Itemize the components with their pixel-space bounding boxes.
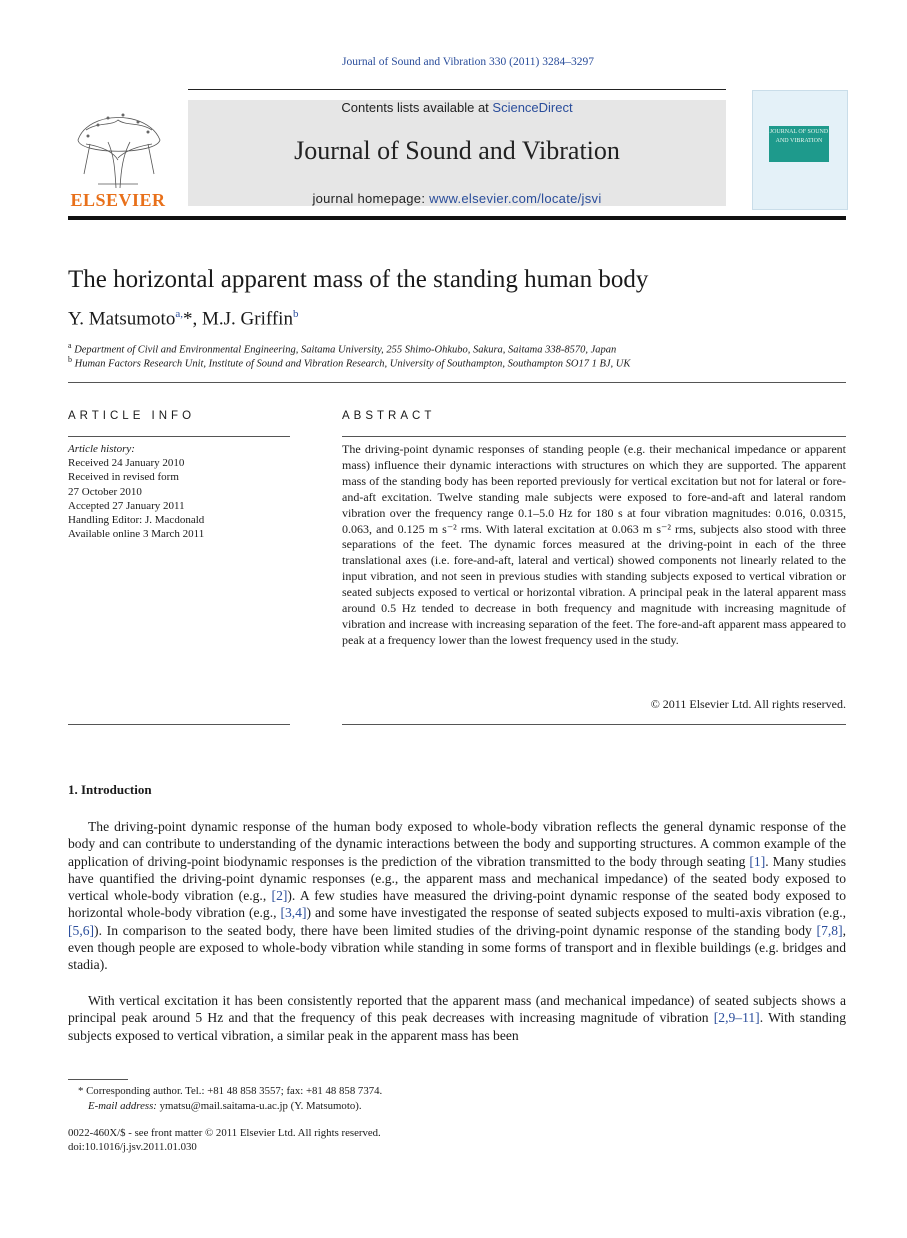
history-line: Accepted 27 January 2011 <box>68 499 185 512</box>
affiliation-b-text: Human Factors Research Unit, Institute of Sound and Vibration Research, University of Southampton, Southampton SO17 1 BJ, UK <box>74 358 631 370</box>
email-label: E-mail address: <box>88 1100 157 1112</box>
affiliation-b <box>68 355 630 370</box>
author-separator: , <box>192 308 202 330</box>
abstract-copyright: © 2011 Elsevier Ltd. All rights reserved. <box>650 697 846 711</box>
article-info-rule <box>68 436 290 437</box>
homepage-line <box>188 191 726 206</box>
doi-line[interactable]: doi:10.1016/j.jsv.2011.01.030 <box>68 1141 197 1153</box>
history-line: Handling Editor: J. Macdonald <box>68 514 205 527</box>
history-line: Received 24 January 2010 <box>68 457 185 470</box>
citation-link[interactable]: [2,9–11] <box>713 1010 760 1026</box>
author-2[interactable]: M.J. Griffin <box>201 308 293 330</box>
text: The driving-point dynamic response of the human body exposed to whole-body vibration reflects the general dynamic response of the body and can contribute to understanding of the dynamic interactions between the body and supporting structures. A common example of the application of driving-point biodynamic responses is the prediction of the vibration transmitted to the body through seating <box>68 819 846 869</box>
journal-title: Journal of Sound and Vibration <box>294 136 620 165</box>
elsevier-wordmark: ELSEVIER <box>70 190 166 210</box>
abstract-heading: ABSTRACT <box>342 410 436 422</box>
email-note <box>88 1100 362 1112</box>
article-history <box>68 442 290 541</box>
article-title: The horizontal apparent mass of the standing human body <box>68 266 649 293</box>
abstract-rule <box>342 436 846 437</box>
contents-prefix: Contents lists available at <box>341 100 493 115</box>
homepage-prefix: journal homepage: <box>312 191 430 206</box>
article-info-heading: ARTICLE INFO <box>68 410 196 422</box>
author-1-star[interactable]: * <box>182 308 193 330</box>
citation-link[interactable]: [2] <box>271 888 288 904</box>
history-line: Available online 3 March 2011 <box>68 528 205 541</box>
citation-link[interactable]: [7,8] <box>816 922 843 938</box>
author-line <box>68 308 298 330</box>
affiliation-a <box>68 341 616 356</box>
citation-link[interactable]: [1] <box>749 853 766 869</box>
text: ). In comparison to the seated body, there have been limited studies of the driving-point dynamic response of the standing body <box>94 922 817 938</box>
abstract-rule-bottom <box>342 724 846 725</box>
author-1-affil-sup[interactable]: a, <box>175 308 183 320</box>
citation-link[interactable]: [5,6] <box>68 922 95 938</box>
journal-reference[interactable]: Journal of Sound and Vibration 330 (2011) 3284–3297 <box>342 56 594 68</box>
email-address[interactable]: ymatsu@mail.saitama-u.ac.jp (Y. Matsumoto). <box>156 1100 362 1112</box>
text: With vertical excitation it has been consistently reported that the apparent mass (and mechanical impedance) of seated subjects shows a principal peak around 5 Hz and that the frequency of this peak decreases with increasing magnitude of vibration <box>68 993 846 1026</box>
cover-art <box>752 90 846 208</box>
history-label: Article history: <box>68 443 135 455</box>
section-heading-introduction: 1. Introduction <box>68 782 152 797</box>
corresponding-author-note: * Corresponding author. Tel.: +81 48 858 3557; fax: +81 48 858 7374. <box>78 1085 383 1097</box>
affiliation-b-sup: b <box>68 355 72 364</box>
homepage-link[interactable]: www.elsevier.com/locate/jsvi <box>429 191 602 206</box>
cover-title-text: JOURNAL OF SOUND AND VIBRATION <box>769 129 829 144</box>
abstract-text: The driving-point dynamic responses of standing people (e.g. their mechanical impedance or apparent mass) influence their dynamic interactions with structures on which they are supported. The apparent mass of the standing body has been reported previously for vertical excitation but not for lateral or fore-and-aft excitation. Twelve standing male subjects were exposed to fore-and-aft and lateral random vibration over the frequency range 0.1–5.0 Hz for 180 s at four vibration magnitudes: 0.016, 0.0315, 0.063, and 0.125 m s⁻² rms. With lateral excitation at 0.063 m s⁻² rms, subjects also stood with three separations of the feet. The dynamic forces measured at the driving-point in each of the three translational axes (i.e. fore-and-aft, lateral and vertical) showed components not linearly related to the input vibration, and not seen in previous studies with standing subjects exposed to vertical vibration or seated subjects exposed to vertical or horizontal vibration. A principal peak in the lateral apparent mass around 0.5 Hz tended to decrease in both frequency and magnitude with increasing magnitude of vibration and increase with increasing separation of the feet. The fore-and-aft apparent mass appeared to peak at a frequency lower than the lowest frequency used in the study. <box>342 442 846 647</box>
header-rule-bottom <box>68 216 846 220</box>
intro-paragraph-2 <box>68 992 846 1044</box>
author-2-affil-sup[interactable]: b <box>292 308 299 320</box>
footnote-rule <box>68 1079 128 1080</box>
sciencedirect-link[interactable]: ScienceDirect <box>492 100 573 115</box>
history-line: 27 October 2010 <box>68 485 142 498</box>
header-rule-top <box>188 89 726 90</box>
text: ). A few studies have measured the driving-point dynamic response of the seated body exposed to horizontal whole-body vibration (e.g., <box>68 888 846 921</box>
citation-link[interactable]: [3,4] <box>280 905 307 921</box>
text: ) and some have investigated the response of seated subjects exposed to multi-axis vibration (e.g., <box>306 905 846 921</box>
affiliation-a-text: Department of Civil and Environmental Engineering, Saitama University, 255 Shimo-Ohkubo, Sakura, Saitama 338-8570, Japan <box>74 344 617 356</box>
contents-line <box>188 100 726 115</box>
text: . With standing subjects exposed to vertical vibration, a similar peak in the apparent mass has been <box>68 1010 846 1043</box>
text: . Many studies have quantified the driving-point dynamic responses (e.g., the apparent mass and mechanical impedance) of the seated body exposed to vertical whole-body vibration (e.g., <box>68 853 846 904</box>
issn-line: 0022-460X/$ - see front matter © 2011 Elsevier Ltd. All rights reserved. <box>68 1127 381 1139</box>
affiliation-a-sup: a <box>68 341 72 350</box>
intro-paragraph-1 <box>68 818 846 974</box>
article-info-rule-bottom <box>68 724 290 725</box>
divider-rule <box>68 382 846 383</box>
text: , even though people are exposed to whole-body vibration while standing in some forms of transport and in flexible buildings (e.g. bridges and stadia). <box>68 922 846 973</box>
author-1[interactable]: Y. Matsumoto <box>68 308 176 330</box>
history-line: Received in revised form <box>68 471 179 484</box>
